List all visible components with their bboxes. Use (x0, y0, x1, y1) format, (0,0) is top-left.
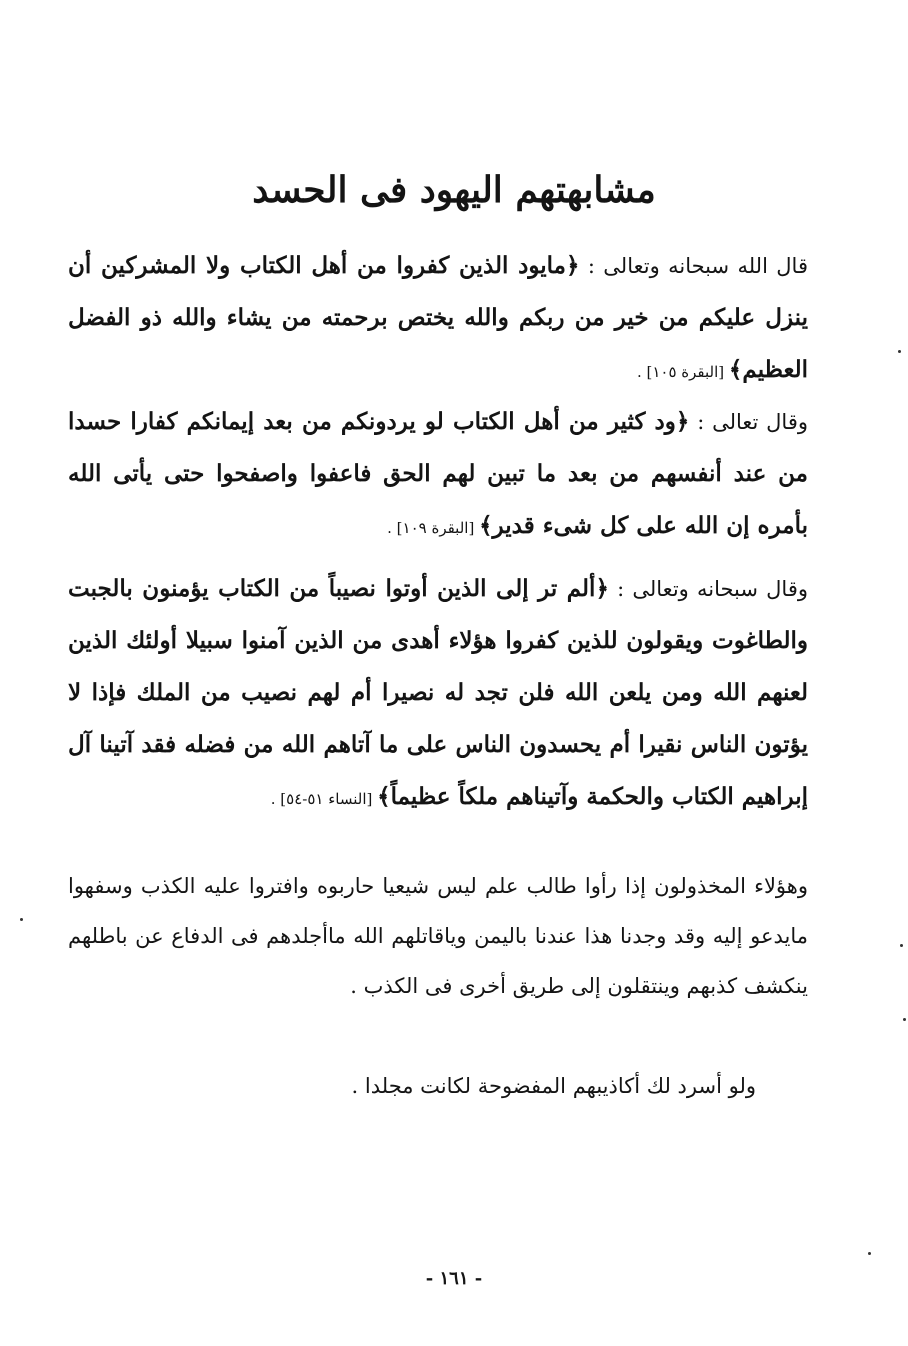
scan-speck (868, 1252, 871, 1255)
paragraph-quote-2 (68, 396, 808, 554)
paragraph-lead: وقال تعالى : (689, 410, 809, 434)
paragraph-quote-3 (68, 563, 808, 825)
verse-reference: [النساء ٥١-٥٤] . (270, 790, 378, 808)
verse-reference: [البقرة ١٠٥] . (636, 363, 729, 381)
paragraph-lead: قال الله سبحانه وتعالى : (579, 254, 808, 278)
verse-reference: [البقرة ١٠٩] . (387, 519, 480, 537)
scan-speck (903, 1018, 906, 1021)
quran-verse: ﴿ود كثير من أهل الكتاب لو يردونكم من بعد إيمانكم كفارا حسدا من عند أنفسهم من بعد ما تبين لهم الحق فاعفوا واصفحوا حتى يأتى الله بأمره إن الله على كل شىء قدير﴾ (68, 408, 808, 539)
page-number: - ١٦١ - (425, 1268, 483, 1289)
scan-speck (900, 944, 903, 947)
paragraph-quote-1 (68, 240, 808, 398)
paragraph-lead: وقال سبحانه وتعالى : (608, 577, 809, 601)
paragraph-commentary: وهؤلاء المخذولون إذا رأوا طالب علم ليس شيعيا حاربوه وافتروا عليه الكذب وسفهوا مايدعو إليه وقد وجدنا هذا عندنا باليمن وياقاتلهم الله ماأجلدهم فى الدفاع عن باطلهم ينكشف كذبهم وينتقلون إلى طريق أخرى فى الكذب . (68, 874, 808, 998)
scan-speck (898, 350, 901, 353)
paragraph-closing: ولو أسرد لك أكاذيبهم المفضوحة لكانت مجلدا . (351, 1074, 756, 1098)
chapter-title: مشابهتهم اليهود فى الحسد (252, 169, 656, 211)
quran-verse: ﴿مايود الذين كفروا من أهل الكتاب ولا المشركين أن ينزل عليكم من خير من ربكم والله يختص برحمته من يشاء والله ذو الفضل العظيم﴾ (68, 252, 808, 383)
scan-speck (20, 918, 23, 921)
quran-verse: ﴿ألم تر إلى الذين أوتوا نصيباً من الكتاب يؤمنون بالجبت والطاغوت ويقولون للذين كفروا هؤلاء أهدى من الذين آمنوا سبيلا أولئك الذين لعنهم الله ومن يلعن الله فلن تجد له نصيرا أم لهم نصيب من الملك فإذا لا يؤتون الناس نقيرا أم يحسدون الناس على ما آتاهم الله من فضله فقد آتينا آل إبراهيم الكتاب والحكمة وآتيناهم ملكاً عظيماً﴾ (68, 575, 808, 810)
